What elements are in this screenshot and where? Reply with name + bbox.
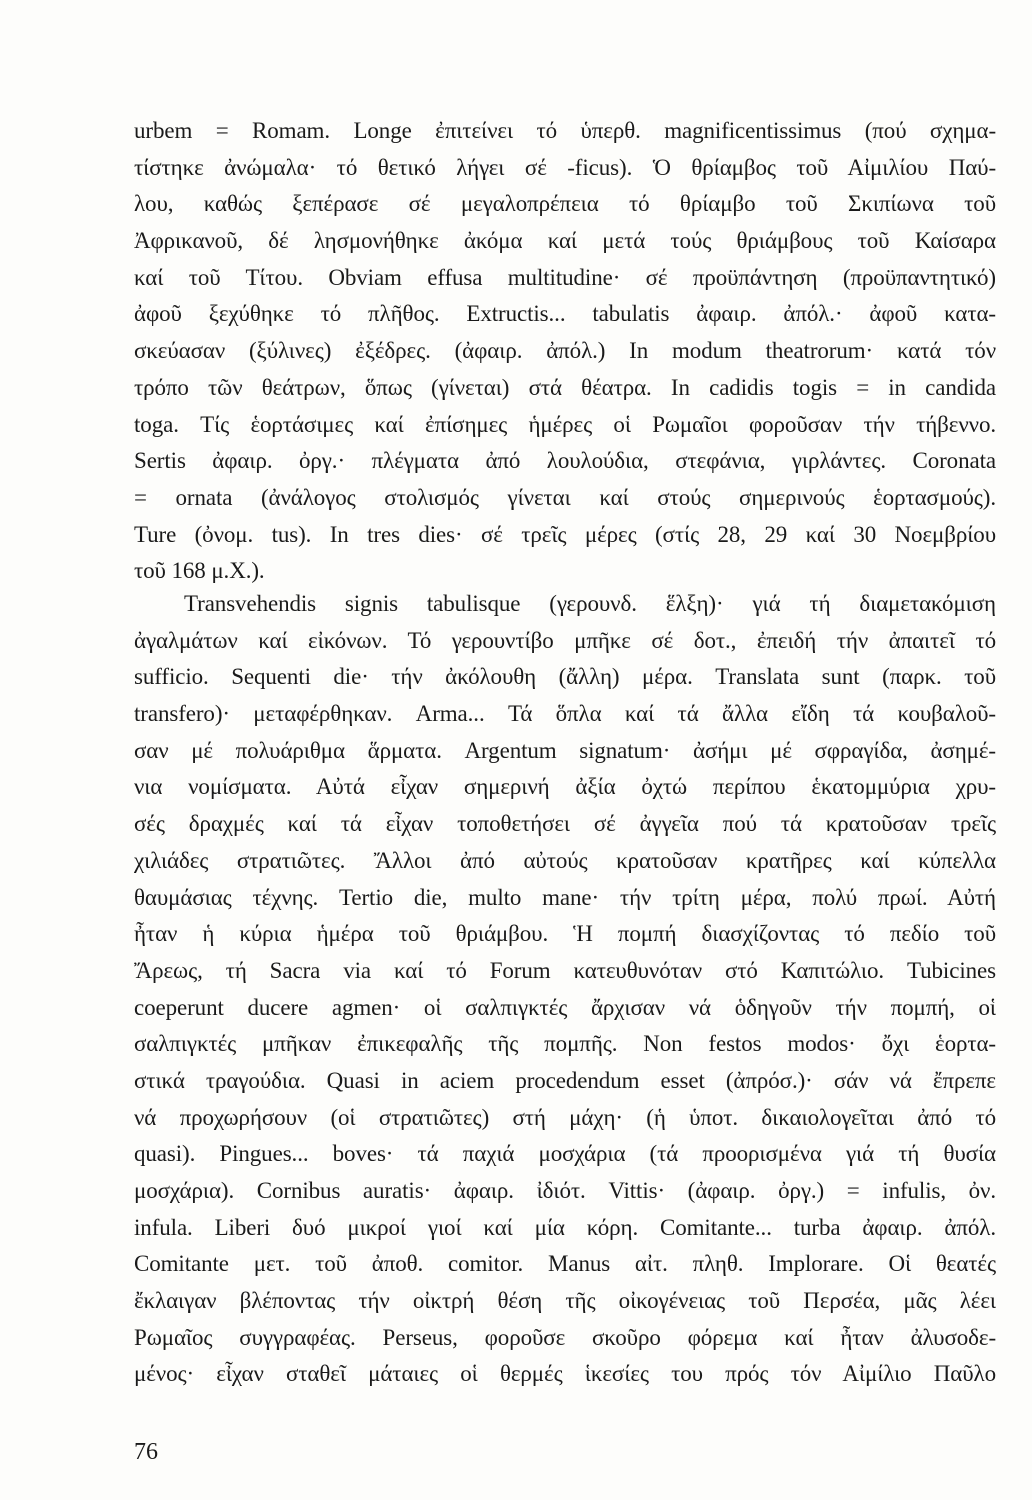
text-line: Ἀφρικανοῦ, δέ λησμονήθηκε ἀκόμα καί μετά τούς θριάμβους τοῦ Καίσαρα [134, 228, 996, 254]
text-line: χιλιάδες στρατιῶτες. Ἄλλοι ἀπό αὐτούς κρατοῦσαν κρατῆρες καί κύπελλα [134, 847, 996, 873]
text-line: στικά τραγούδια. Quasi in aciem procedendum esset (ἀπρόσ.)· σάν νά ἔπρεπε [134, 1067, 996, 1093]
text-line: τρόπο τῶν θεάτρων, ὅπως (γίνεται) στά θέατρα. In cadidis togis = in candida [134, 374, 996, 400]
text-line: coeperunt ducere agmen· οἱ σαλπιγκτές ἄρχισαν νά ὁδηγοῦν τήν πομπή, οἱ [134, 994, 996, 1020]
text-line: ἦταν ἡ κύρια ἡμέρα τοῦ θριάμβου. Ἡ πομπή διασχίζοντας τό πεδίο τοῦ [134, 921, 996, 947]
text-line: = ornata (ἀνάλογος στολισμός γίνεται καί στούς σημερινούς ἑορτασμούς). [134, 484, 996, 510]
text-line: σαλπιγκτές μπῆκαν ἐπικεφαλῆς τῆς πομπῆς. Non festos modos· ὄχι ἑορτα- [134, 1031, 996, 1057]
text-line: καί τοῦ Τίτου. Obviam effusa multitudine· σέ προϋπάντηση (προϋπαντητικό) [134, 264, 996, 290]
text-line: θαυμάσιας τέχνης. Tertio die, multo mane· τήν τρίτη μέρα, πολύ πρωί. Αὐτή [134, 884, 996, 910]
text-line: infula. Liberi δυό μικροί γιοί καί μία κόρη. Comitante... turba ἀφαιρ. ἀπόλ. [134, 1214, 996, 1240]
text-line: transfero)· μεταφέρθηκαν. Arma... Τά ὅπλα καί τά ἄλλα εἴδη τά κουβαλοῦ- [134, 701, 996, 727]
text-line: μένος· εἶχαν σταθεῖ μάταιες οἱ θερμές ἱκεσίες του πρός τόν Αἰμίλιο Παῦλο [134, 1361, 996, 1387]
paragraph-1 [134, 113, 996, 590]
paragraph-2 [134, 586, 996, 1393]
text-line: Sertis ἀφαιρ. ὀργ.· πλέγματα ἀπό λουλούδια, στεφάνια, γιρλάντες. Coronata [134, 448, 996, 474]
text-line: σές δραχμές καί τά εἶχαν τοποθετήσει σέ ἀγγεῖα πού τά κρατοῦσαν τρεῖς [134, 811, 996, 837]
text-line: τίστηκε ἀνώμαλα· τό θετικό λήγει σέ -ficus). Ὁ θρίαμβος τοῦ Αἰμιλίου Παύ- [134, 154, 996, 180]
text-line: sufficio. Sequenti die· τήν ἀκόλουθη (ἄλλη) μέρα. Translata sunt (παρκ. τοῦ [134, 664, 996, 690]
text-line: Ρωμαῖος συγγραφέας. Perseus, φοροῦσε σκοῦρο φόρεμα καί ἦταν ἀλυσοδε- [134, 1324, 996, 1350]
text-line: μοσχάρια). Cornibus auratis· ἀφαιρ. ἰδιότ. Vittis· (ἀφαιρ. ὀργ.) = infulis, ὀν. [134, 1178, 996, 1203]
text-line: toga. Τίς ἑορτάσιμες καί ἐπίσημες ἡμέρες οἱ Ρωμαῖοι φοροῦσαν τήν τήβεννο. [134, 411, 996, 437]
text-line: νά προχωρήσουν (οἱ στρατιῶτες) στή μάχη· (ἡ ὑποτ. δικαιολογεῖται ἀπό τό [134, 1104, 996, 1130]
text-line: Ἄρεως, τή Sacra via καί τό Forum κατευθυνόταν στό Καπιτώλιο. Tubicines [134, 957, 996, 983]
text-line: urbem = Romam. Longe ἐπιτείνει τό ὑπερθ. magnificentissimus (πού σχημα- [134, 118, 996, 143]
text-line: λου, καθώς ξεπέρασε σέ μεγαλοπρέπεια τό θρίαμβο τοῦ Σκιπίωνα τοῦ [134, 191, 996, 217]
text-line: Transvehendis signis tabulisque (γερουνδ. ἕλξη)· γιά τή διαμετακόμιση [184, 591, 996, 616]
text-line: τοῦ 168 μ.Χ.). [134, 558, 265, 584]
text-line: ἀγαλμάτων καί εἰκόνων. Τό γερουντίβο μπῆκε σέ δοτ., ἐπειδή τήν ἀπαιτεῖ τό [134, 627, 996, 653]
text-line: σκεύασαν (ξύλινες) ἐξέδρες. (ἀφαιρ. ἀπόλ.) In modum theatrorum· κατά τόν [134, 338, 996, 364]
text-line: σαν μέ πολυάριθμα ἅρματα. Argentum signatum· ἀσήμι μέ σφραγίδα, ἀσημέ- [134, 737, 996, 763]
text-line: Ture (ὀνομ. tus). In tres dies· σέ τρεῖς μέρες (στίς 28, 29 καί 30 Νοεμβρίου [134, 521, 996, 547]
page-number: 76 [134, 1439, 158, 1465]
text-line: Comitante μετ. τοῦ ἀποθ. comitor. Manus αἰτ. πληθ. Implorare. Οἱ θεατές [134, 1251, 996, 1277]
text-line: quasi). Pingues... boves· τά παχιά μοσχάρια (τά προορισμένα γιά τή θυσία [134, 1141, 996, 1167]
text-line: ἀφοῦ ξεχύθηκε τό πλῆθος. Extructis... tabulatis ἀφαιρ. ἀπόλ.· ἀφοῦ κατα- [134, 301, 996, 327]
text-line: νια νομίσματα. Αὐτά εἶχαν σημερινή ἀξία ὀχτώ περίπου ἑκατομμύρια χρυ- [134, 774, 996, 800]
text-line: ἔκλαιγαν βλέποντας τήν οἰκτρή θέση τῆς οἰκογένειας τοῦ Περσέα, μᾶς λέει [134, 1288, 996, 1314]
